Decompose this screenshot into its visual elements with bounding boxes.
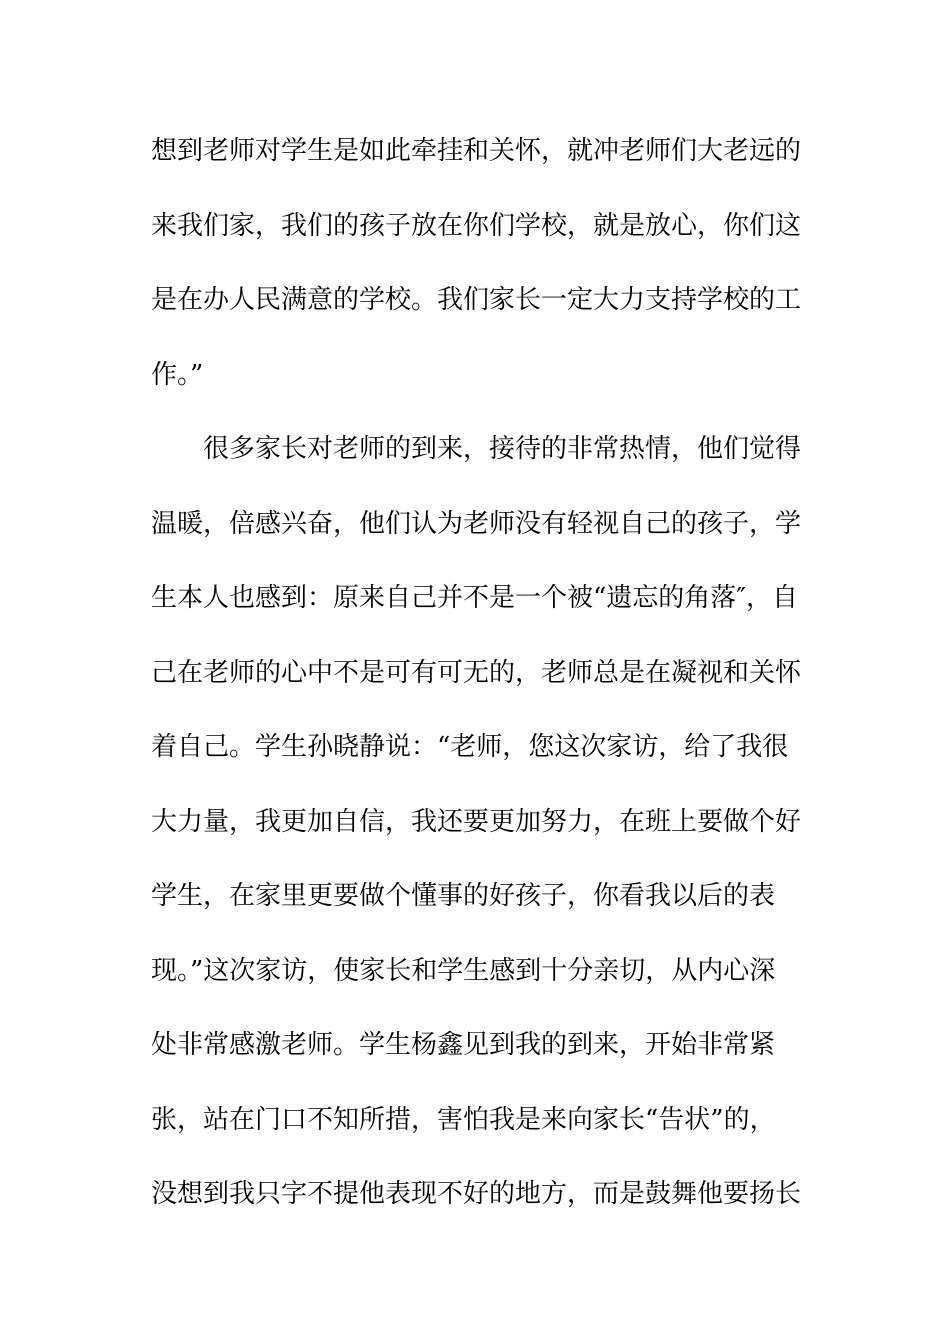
text-line-11: 学生，在家里更要做个懂事的好孩子，你看我以后的表 [151, 881, 776, 911]
text-line-14: 张，站在门口不知所措，害怕我是来向家长“告状”的， [151, 1104, 776, 1135]
text-line-7: 生本人也感到：原来自己并不是一个被“遗忘的角落″，自 [151, 583, 799, 613]
text-line-5-paragraph-start: 很多家长对老师的到来，接待的非常热情，他们觉得 [203, 434, 802, 464]
body-text [151, 126, 811, 1244]
text-line-1: 想到老师对学生是如此牵挂和关怀，就冲老师们大老远的 [151, 136, 802, 166]
text-line-6: 温暖，倍感兴奋，他们认为老师没有轻视自己的孩子，学 [151, 508, 802, 539]
text-line-2: 来我们家，我们的孩子放在你们学校，就是放心，你们这 [151, 210, 802, 241]
text-line-12: 现。”这次家访，使家长和学生感到十分亲切，从内心深 [151, 955, 776, 986]
text-line-10: 大力量，我更加自信，我还要更加努力，在班上要做个好 [151, 806, 802, 837]
text-line-4: 作。” [151, 359, 204, 390]
text-line-15: 没想到我只字不提他表现不好的地方，而是鼓舞他要扬长 [151, 1179, 802, 1209]
text-line-9: 着自己。学生孙晓静说：“老师，您这次家访，给了我很 [151, 732, 789, 762]
text-line-3: 是在办人民满意的学校。我们家长一定大力支持学校的工 [151, 285, 802, 315]
text-line-13: 处非常感激老师。学生杨鑫见到我的到来，开始非常紧 [151, 1030, 776, 1060]
text-line-8: 己在老师的心中不是可有可无的，老师总是在凝视和关怀 [151, 657, 802, 688]
